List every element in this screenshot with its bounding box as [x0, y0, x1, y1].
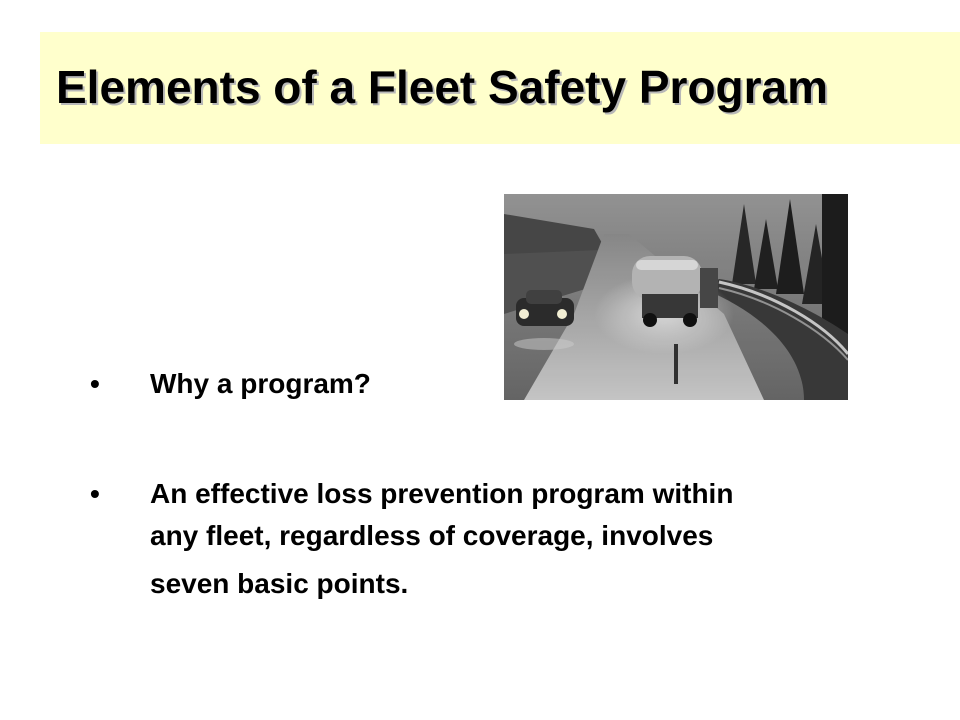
slide-title: Elements of a Fleet Safety Program: [56, 61, 829, 113]
bullet-marker: •: [90, 368, 100, 399]
bullet-marker: •: [90, 478, 100, 509]
bullet-effective-program-line-3: seven basic points.: [150, 568, 409, 599]
tanker-truck-photo: [504, 194, 848, 400]
bullet-effective-program-line-1: An effective loss prevention program within: [150, 478, 734, 509]
bullet-effective-program-line-2: any fleet, regardless of coverage, involves: [150, 520, 714, 551]
bullet-why-a-program: Why a program?: [150, 368, 371, 399]
highway-photo-image: [504, 194, 848, 400]
